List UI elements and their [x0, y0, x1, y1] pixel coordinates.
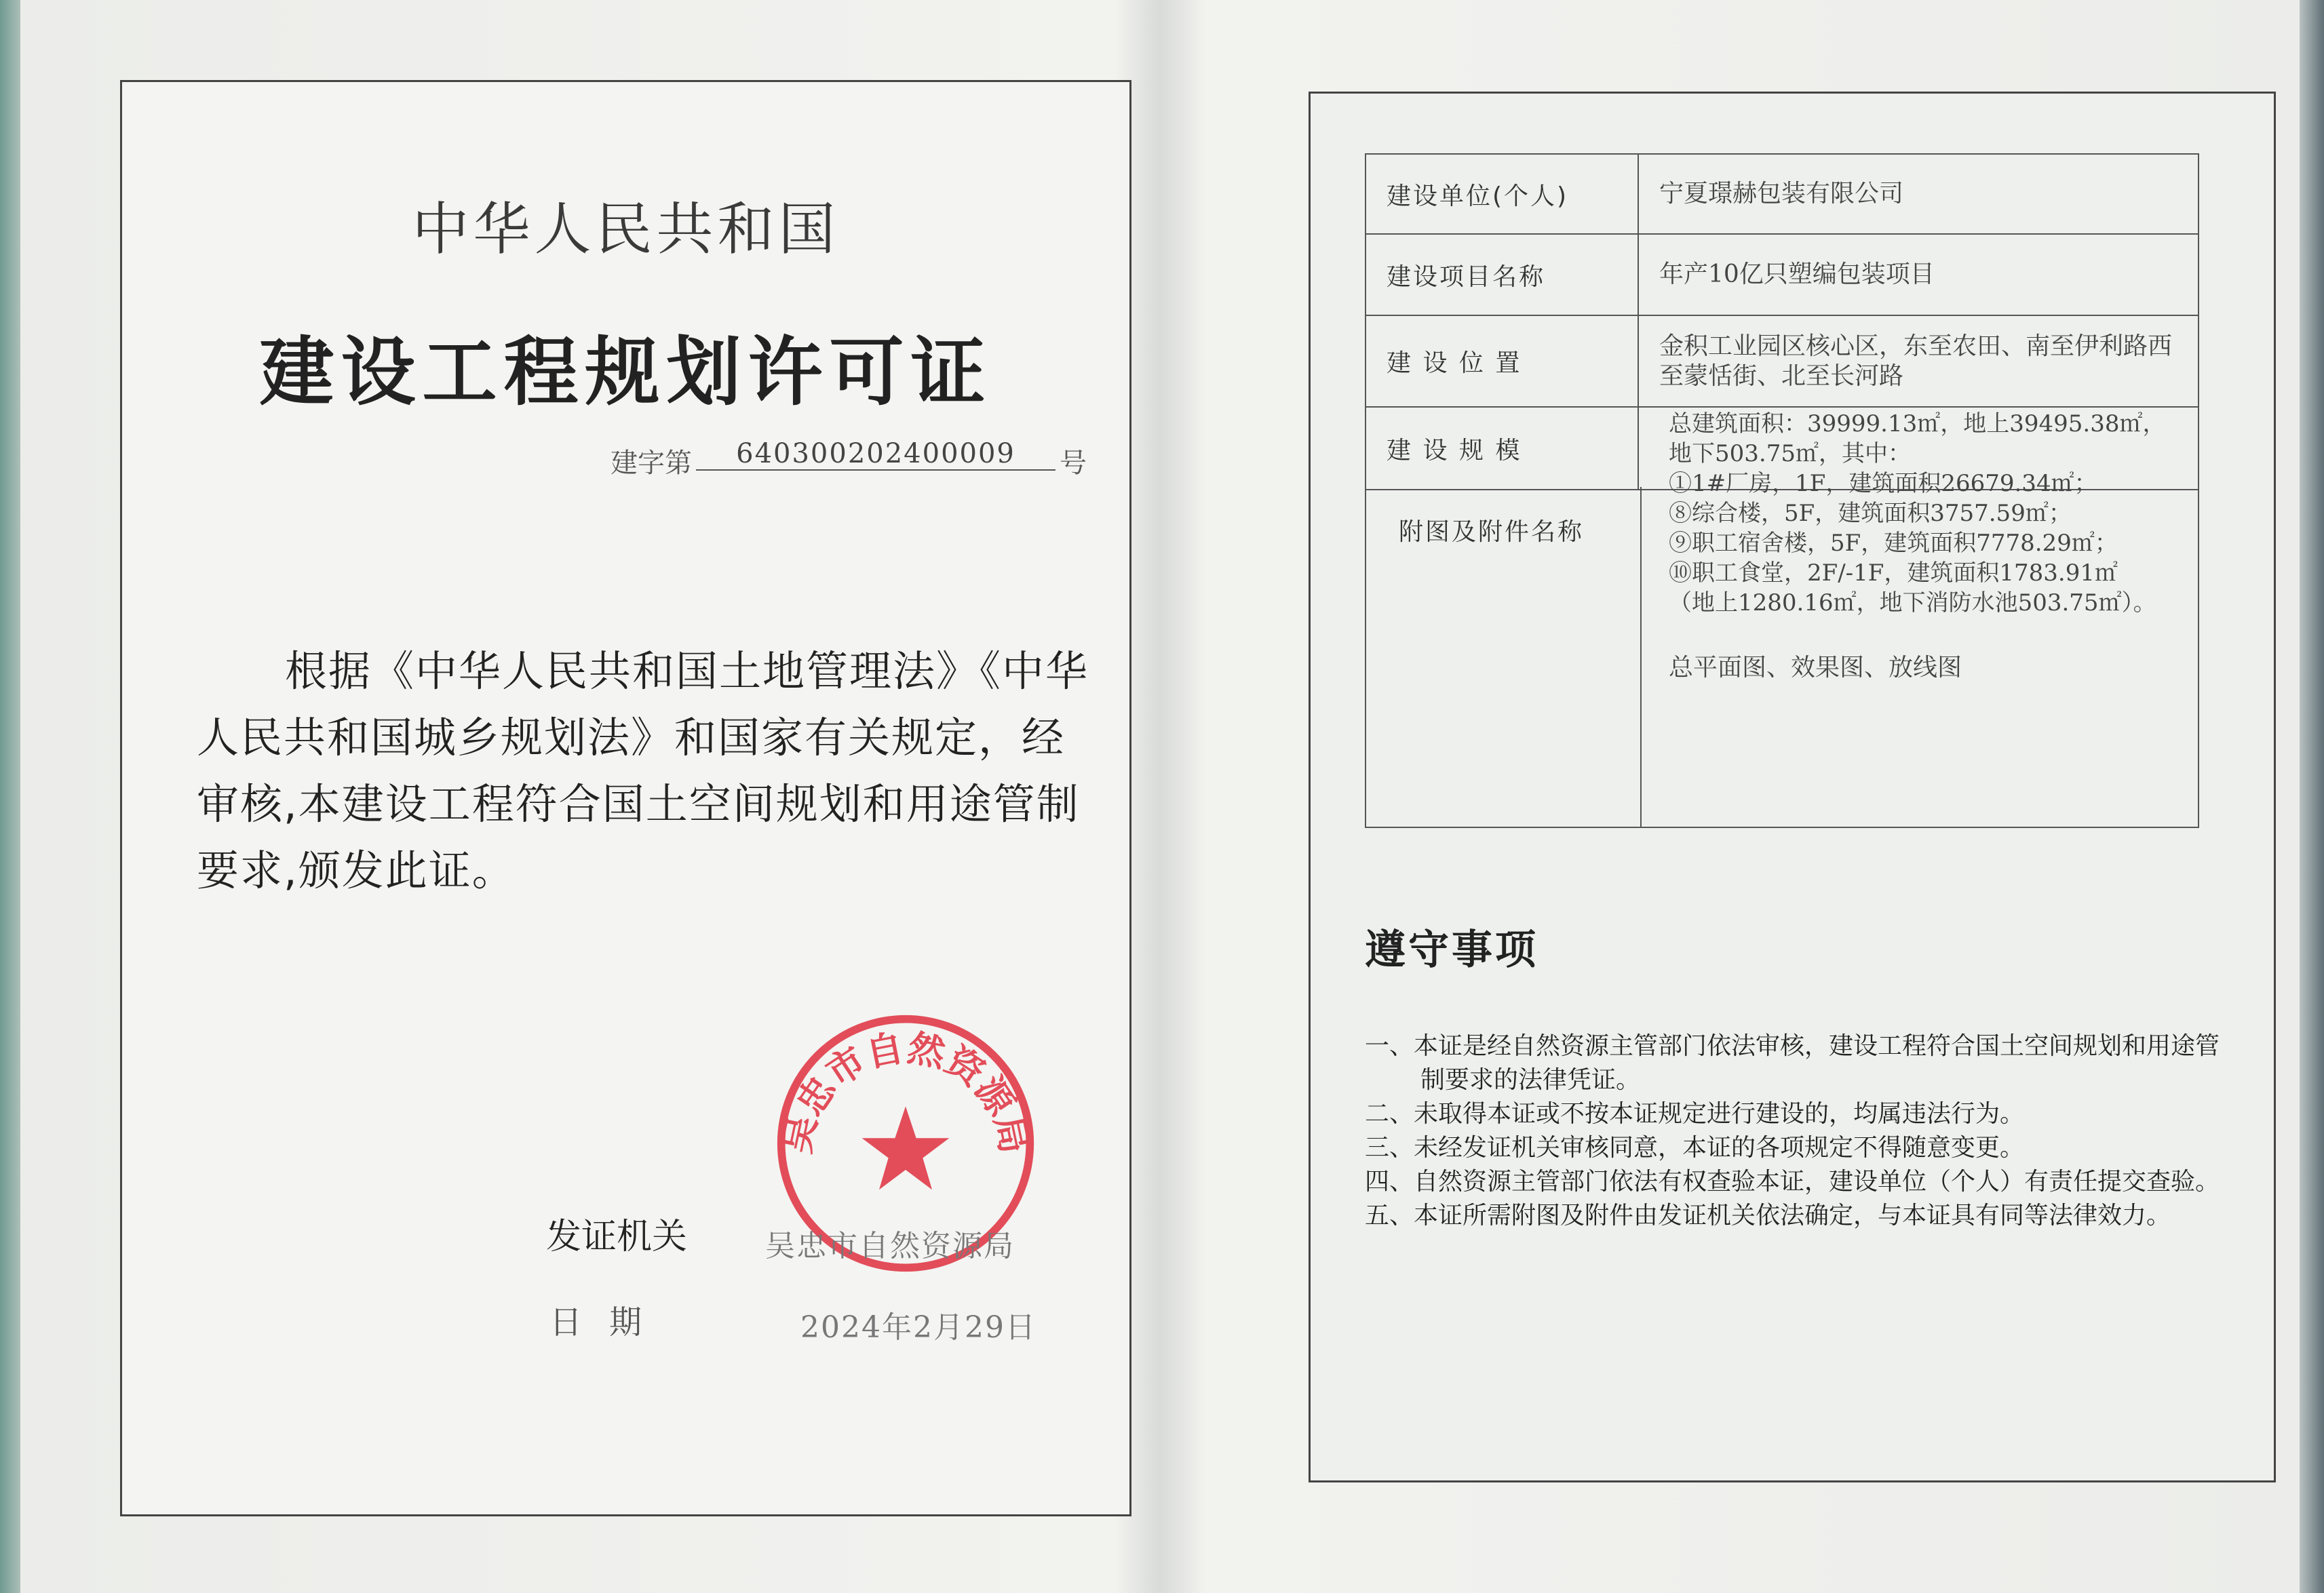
notes-list	[1365, 1029, 2220, 1233]
seal-text: 吴忠市自然资源局	[775, 1025, 1037, 1158]
scale-line: ⑨职工宿舍楼，5F，建筑面积7778.29㎡；	[1669, 530, 2118, 557]
scale-line: 总建筑面积：39999.13㎡，地上39495.38㎡，	[1669, 410, 2166, 437]
note-item: 三、未经发证机关审核同意，本证的各项规定不得随意变更。	[1365, 1134, 2025, 1162]
certificate-spread	[20, 0, 2300, 1593]
date-value: 2024年2月29日	[800, 1310, 1037, 1345]
attachments-value: 总平面图、效果图、放线图	[1669, 654, 1962, 682]
scale-line: ⑩职工食堂，2F/-1F，建筑面积1783.91㎡	[1669, 559, 2118, 587]
table-row	[1366, 234, 2199, 315]
notes-title: 遵守事项	[1365, 926, 1538, 974]
issuer-value: 吴忠市自然资源局	[765, 1229, 1015, 1263]
cert-no-prefix: 建字第	[611, 448, 692, 479]
certificate-title: 建设工程规划许可证	[259, 329, 992, 416]
row-value: 年产10亿只塑编包装项目	[1638, 234, 2199, 315]
note-item: 四、自然资源主管部门依法有权查验本证，建设单位（个人）有责任提交查验。	[1365, 1168, 2220, 1196]
column-divider	[1640, 487, 1642, 828]
issuer-label: 发证机关	[546, 1217, 688, 1257]
certificate-number: 640300202400009	[696, 438, 1056, 471]
construction-scale-text	[1669, 409, 2165, 618]
certificate-body-text: 根据《中华人民共和国土地管理法》《中华人民共和国城乡规划法》和国家有关规定，经审核,本建设工程符合国土空间规划和用途管制要求,颁发此证。	[197, 646, 1089, 895]
attachments-label: 附图及附件名称	[1399, 518, 1585, 546]
note-item: 五、本证所需附图及附件由发证机关依法确定，与本证具有同等法律效力。	[1365, 1202, 2171, 1230]
table-row	[1366, 154, 2199, 234]
scale-line: ⑧综合楼，5F，建筑面积3757.59㎡；	[1669, 500, 2072, 527]
scale-line: ①1#厂房，1F，建筑面积26679.34㎡；	[1669, 470, 2097, 497]
scale-line: 地下503.75㎡，其中：	[1669, 440, 1911, 467]
row-label: 建设单位(个人)	[1366, 154, 1638, 234]
right-page	[1309, 92, 2276, 1482]
row-value: 宁夏璟赫包装有限公司	[1638, 154, 2199, 234]
country-title: 中华人民共和国	[412, 196, 840, 262]
row-label: 建设项目名称	[1366, 234, 1638, 315]
row-label: 建 设 位 置	[1366, 315, 1638, 407]
left-page	[120, 80, 1131, 1516]
scale-line: （地上1280.16㎡，地下消防水池503.75㎡）。	[1669, 589, 2156, 616]
certificate-number-row	[611, 438, 1087, 480]
cert-no-suffix: 号	[1060, 448, 1087, 479]
row-value: 金积工业园区核心区，东至农田、南至伊利路西至蒙恬街、北至长河路	[1638, 315, 2199, 407]
note-item: 二、未取得本证或不按本证规定进行建设的，均属违法行为。	[1365, 1100, 2025, 1128]
note-item: 一、本证是经自然资源主管部门依法审核，建设工程符合国土空间规划和用途管制要求的法律凭证。	[1365, 1032, 2220, 1094]
row-label: 建 设 规 模	[1366, 407, 1638, 490]
table-row	[1366, 315, 2199, 407]
date-label: 日期	[549, 1303, 670, 1341]
